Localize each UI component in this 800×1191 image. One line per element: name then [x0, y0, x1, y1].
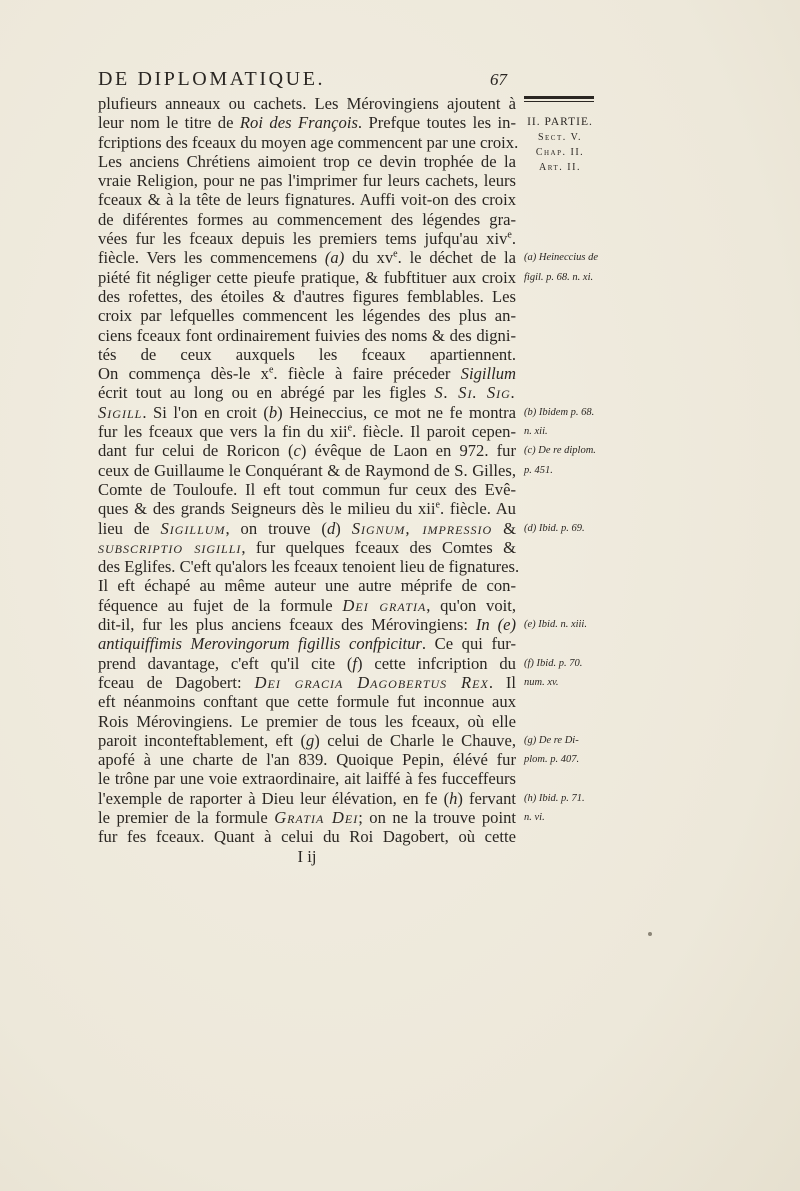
text-segment: . fiècle à faire préceder	[273, 364, 461, 384]
text-line	[98, 229, 516, 248]
text-segment: Dei gracia Dagobertus Rex	[254, 672, 489, 692]
text-line	[98, 306, 516, 325]
text-line	[98, 422, 516, 441]
text-line	[98, 750, 516, 769]
text-segment: ) celui de Charle le Chauve,	[314, 730, 516, 750]
text-segment: dant fur celui de Roricon (	[98, 441, 294, 461]
text-line	[98, 190, 516, 209]
text-segment: fcriptions des fceaux du moyen age commencent par une croix.	[98, 132, 519, 152]
paper-speck	[648, 932, 652, 936]
text-line	[98, 268, 516, 287]
sect-label: Sect. V.	[537, 132, 583, 143]
text-segment: .	[511, 229, 516, 249]
text-segment: lieu de	[98, 518, 161, 538]
text-line	[98, 673, 516, 692]
margin-note-line: (e) Ibid. n. xiii.	[524, 619, 587, 631]
text-segment: Les anciens Chrétiens aimoient trop ce devin trophée de la	[98, 151, 516, 171]
text-segment: , qu'on voit,	[426, 595, 516, 615]
text-line	[98, 441, 516, 460]
text-line	[98, 152, 516, 171]
text-segment: vées fur les fceaux depuis les premiers tems jufqu'au xiv	[98, 229, 508, 249]
text-segment: Comte de Touloufe. Il eft tout commun fur ceux des Evê-	[98, 479, 516, 499]
text-segment: . fiècle. Au	[439, 499, 516, 519]
text-segment: h	[449, 788, 458, 808]
text-segment: S. Si. Sig.	[434, 383, 516, 403]
running-title: DE DIPLOMATIQUE.	[98, 68, 326, 90]
margin-note-line: num. xv.	[524, 676, 559, 688]
text-segment: ; on ne la trouve point	[358, 807, 516, 827]
text-segment: . Prefque toutes les in-	[357, 113, 516, 133]
text-line	[98, 731, 516, 750]
margin-note	[524, 403, 594, 442]
text-segment: dit-il, fur les plus anciens fceaux des Mérovingiens:	[98, 615, 476, 635]
margin-rule	[524, 96, 594, 99]
margin-section-heading	[524, 114, 596, 175]
text-segment: féquence au fujet de la formule	[98, 595, 343, 615]
text-line	[98, 113, 516, 132]
text-segment: e	[435, 499, 440, 511]
text-segment: e	[268, 364, 274, 376]
text-line	[98, 615, 516, 634]
text-line	[98, 171, 516, 190]
text-line	[98, 789, 516, 808]
text-segment: Il eft échapé au même auteur une autre méprife de con-	[98, 576, 516, 596]
text-segment: , fur quelques fceaux des Comtes &	[241, 537, 516, 557]
text-segment: )	[335, 518, 352, 538]
text-segment: ) cette infcription du	[357, 653, 516, 673]
margin-note-line: (d) Ibid. p. 69.	[524, 522, 585, 534]
text-segment: e	[507, 229, 512, 241]
running-header	[98, 68, 518, 92]
margin-note-line: figil. p. 68. n. xi.	[524, 271, 594, 283]
text-segment: Signum, impressio	[351, 518, 493, 538]
text-segment: Sigillum	[460, 364, 516, 384]
text-segment: ciens fceaux font ordinairement fuivies des noms & des digni-	[98, 325, 516, 345]
text-line	[98, 692, 516, 711]
text-segment: eft néanmoins conftant que cette formule fut inconnue aux	[98, 692, 516, 712]
text-segment: plufieurs anneaux ou cachets. Les Mérovingiens ajoutent à	[98, 94, 516, 113]
text-segment: du xv	[344, 248, 394, 268]
text-line	[98, 94, 516, 113]
text-line	[98, 654, 516, 673]
text-line	[98, 403, 516, 422]
text-segment: . fiècle. Il paroit cepen-	[352, 422, 516, 442]
text-segment: ceux de Guillaume le Conquérant & de Raymond de S. Gilles,	[98, 460, 516, 480]
text-segment: le trône par une voie extraordinaire, ait laiffé à fes fucceffeurs	[98, 769, 516, 789]
margin-note-line: (f) Ibid. p. 70.	[524, 657, 583, 669]
text-segment: . Il	[488, 672, 516, 692]
margin-note-line: n. xii.	[524, 426, 548, 438]
margin-note-line: (a) Heineccius de	[524, 252, 599, 264]
body-text	[98, 94, 520, 866]
text-line	[98, 827, 516, 846]
text-segment: fceau de Dagobert:	[98, 672, 255, 692]
text-segment: . Si l'on en croit (	[142, 402, 269, 422]
text-segment: Gratia Dei	[274, 807, 359, 827]
text-segment: piété fit négliger cette pieufe pratique, & fubftituer aux croix	[98, 267, 516, 287]
text-segment: écrit tout au long ou en abrégé par les figles	[98, 383, 435, 403]
margin-note-line: (h) Ibid. p. 71.	[524, 792, 585, 804]
text-segment: prend davantage, c'eft qu'il cite (	[98, 653, 353, 673]
text-line	[98, 326, 516, 345]
text-segment: (a)	[324, 248, 345, 268]
text-line	[98, 712, 516, 731]
text-segment: Sigill	[98, 402, 143, 422]
text-segment: e	[393, 248, 398, 260]
margin-note	[524, 789, 585, 828]
text-segment: le premier de la formule	[98, 807, 275, 827]
text-segment: antiquiffimis Merovingorum figillis confpicitur	[98, 634, 422, 654]
text-line	[98, 538, 516, 557]
text-line	[98, 519, 516, 538]
text-segment: de diférentes formes au commencement des légendes gra-	[98, 209, 516, 229]
text-line	[98, 596, 516, 615]
text-segment: l'exemple de raporter à Dieu leur élévation, en fe (	[98, 788, 450, 808]
text-segment: ) fervant	[457, 788, 516, 808]
page-number: 67	[490, 70, 507, 89]
text-segment: Rois Mérovingiens. Le premier de tous les fceaux, où elle	[98, 711, 516, 731]
text-segment: c	[293, 441, 301, 461]
text-segment: ) Heineccius, ce mot ne fe montra	[277, 402, 516, 422]
margin-note-line: (b) Ibidem p. 68.	[524, 406, 595, 418]
margin-note	[524, 615, 587, 634]
text-segment: On commença dès-le x	[98, 364, 269, 384]
text-line	[98, 461, 516, 480]
partie-label: II. PARTIE.	[527, 116, 593, 128]
text-segment: d	[326, 518, 336, 538]
text-segment: ques & des grands Seigneurs dès le milieu du xii	[98, 499, 436, 519]
text-segment: tés de ceux auxquels les fceaux apartiennent.	[98, 344, 516, 364]
text-segment: fur les fceaux que vers la fin du xii	[98, 422, 348, 442]
text-segment: . le déchet de la	[397, 248, 517, 268]
signature-mark: I ij	[297, 846, 317, 866]
text-segment: fceaux & à la tête de leurs fignatures. Auffi voit-on des croix	[98, 190, 516, 210]
margin-note	[524, 441, 596, 480]
text-segment: subscriptio sigilli	[98, 537, 242, 557]
text-segment: . Ce qui fur-	[421, 634, 516, 654]
text-line	[98, 634, 516, 653]
text-segment: fur fes fceaux. Quant à celui du Roi Dagobert, où cette	[98, 827, 516, 847]
text-segment: In (e)	[475, 615, 517, 635]
text-line	[98, 808, 516, 827]
margin-note-line: (c) De re diplom.	[524, 445, 596, 457]
text-line	[98, 210, 516, 229]
text-segment: vraie Religion, pour ne pas l'imprimer fur leurs cachets, leurs	[98, 171, 516, 191]
text-line	[98, 576, 516, 595]
text-segment: apofé à une charte de l'an 839. Quoique Pepin, élévé fur	[98, 750, 516, 770]
text-segment: f	[352, 653, 358, 673]
text-line	[98, 132, 519, 152]
text-segment: ) évêque de Laon en 972. fur	[300, 441, 516, 461]
text-line	[98, 287, 516, 306]
text-segment: Sigillum	[160, 518, 226, 538]
text-segment: des Eglifes. C'eft qu'alors les fceaux tenoient lieu de fignatures.	[98, 557, 520, 577]
text-segment: e	[347, 422, 353, 434]
margin-note	[524, 654, 582, 693]
text-segment: b	[268, 402, 278, 422]
text-segment: , on trouve (	[225, 518, 327, 538]
text-line	[98, 248, 516, 267]
margin-note-line: (g) De re Di-	[524, 734, 579, 746]
text-line	[98, 480, 516, 499]
text-line	[98, 345, 516, 364]
text-segment: croix par lefquelles commencent les légendes des plus an-	[98, 306, 516, 326]
text-segment: Dei gratia	[342, 595, 427, 615]
text-segment: leur nom le titre de	[98, 113, 240, 133]
text-line	[98, 383, 516, 402]
text-segment: &	[492, 518, 516, 538]
text-line	[98, 557, 520, 577]
margin-note-line: p. 451.	[524, 464, 553, 476]
margin-rule-thin	[524, 101, 594, 102]
margin-note-line: n. vi.	[524, 812, 545, 824]
margin-note	[524, 248, 598, 287]
margin-note	[524, 519, 585, 538]
text-segment: fiècle. Vers les commencemens	[98, 248, 325, 268]
text-segment: paroit inconteftablement, eft (	[98, 730, 306, 750]
margin-note-line: plom. p. 407.	[524, 754, 580, 766]
text-segment: g	[306, 730, 315, 750]
text-segment: des rofettes, des étoiles & d'autres figures femblables. Les	[98, 286, 516, 306]
text-line	[98, 364, 516, 383]
chap-label: Chap. II.	[535, 147, 585, 158]
margin-note	[524, 731, 579, 770]
text-line	[98, 769, 516, 788]
art-label: Art. II.	[539, 162, 581, 173]
text-segment: Roi des François	[239, 113, 358, 133]
text-line	[98, 499, 516, 518]
